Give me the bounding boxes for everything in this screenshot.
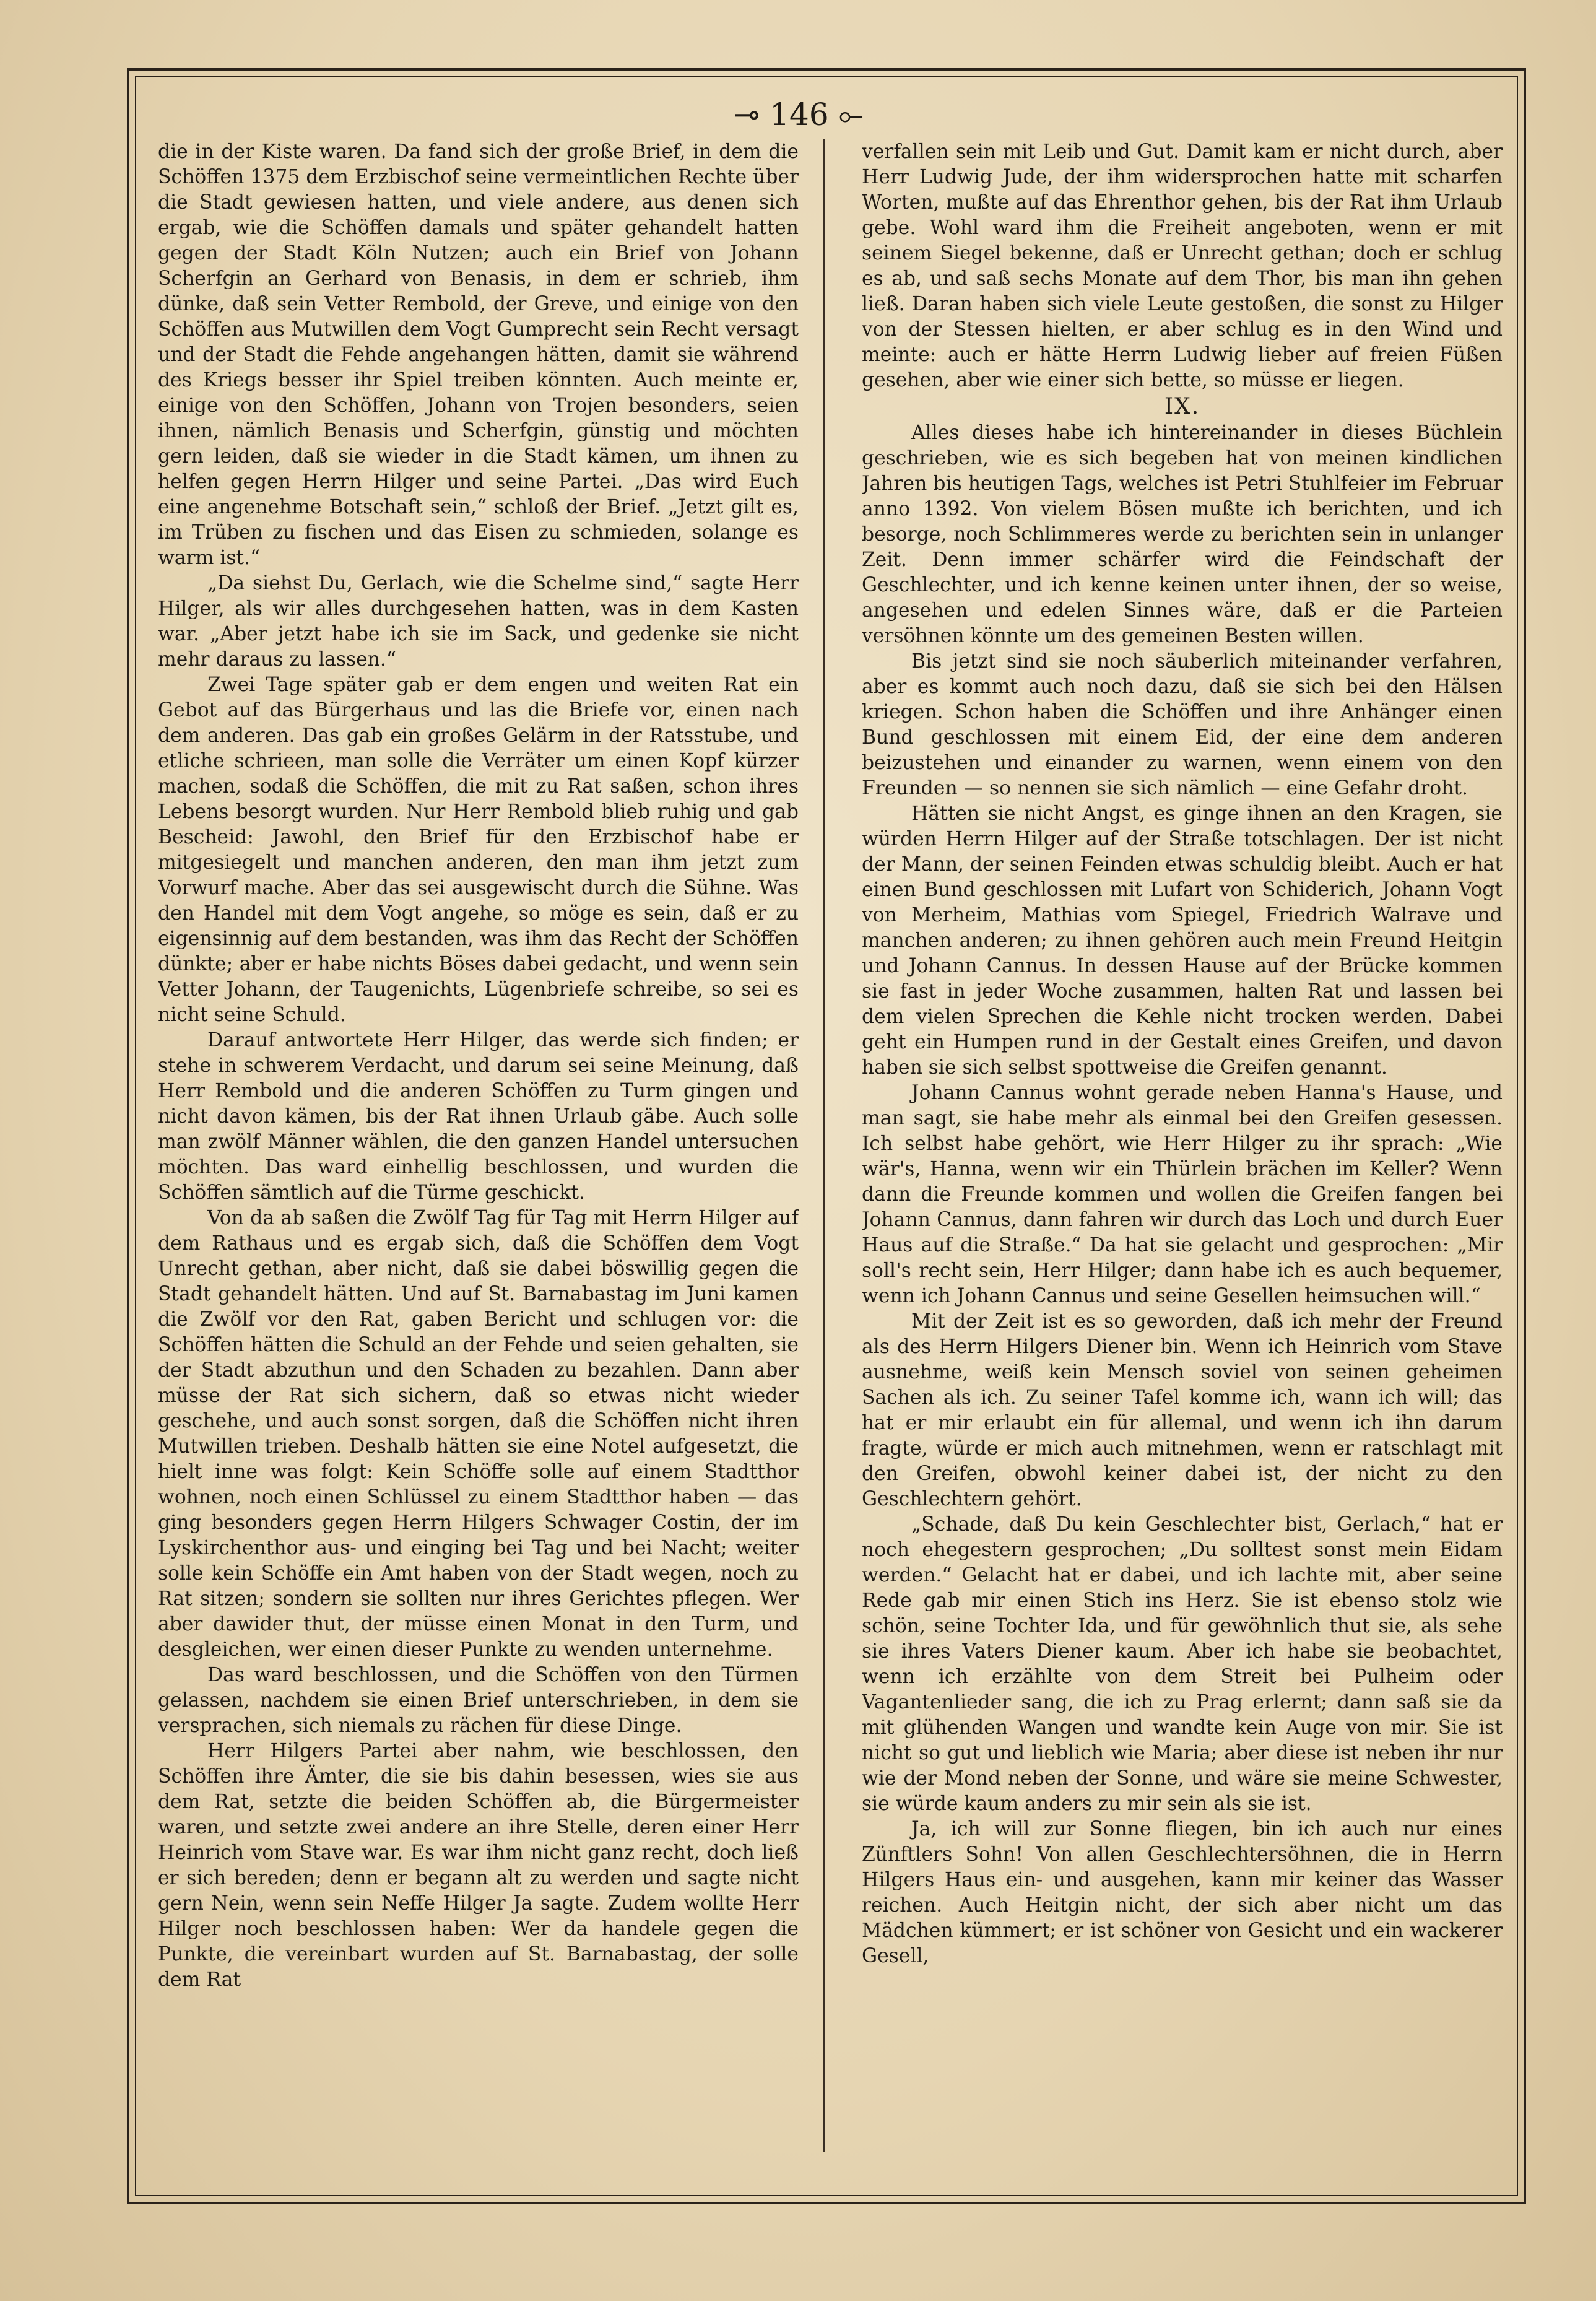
paragraph: Das ward beschlossen, und die Schöffen von den Türmen gelassen, nachdem sie einen Brief unterschrieben, in dem sie versprachen, sich niemals zu rächen für diese Dinge. bbox=[158, 1664, 799, 1737]
section-heading: IX. bbox=[1164, 394, 1200, 419]
paragraph: Herr Hilgers Partei aber nahm, wie beschlossen, den Schöffen ihre Ämter, die sie bis dahin besessen, wies sie aus dem Rat, setzte die beiden Schöffen ab, die Bürgermeister waren, und setzte zwei andere an ihre Stelle, deren einer Herr Heinrich vom Stave war. Es war ihm nicht ganz recht, doch ließ er sich bereden; denn er begann alt zu werden und sagte nicht gern Nein, wenn sein Neffe Hilger Ja sagte. Zudem wollte Herr Hilger noch beschlossen haben: Wer da handele gegen die Punkte, die vereinbart wurden auf St. Barnabastag, der solle dem Rat bbox=[158, 1740, 799, 1991]
paragraph: Von da ab saßen die Zwölf Tag für Tag mit Herrn Hilger auf dem Rathaus und es ergab sich, daß die Schöffen dem Vogt Unrecht gethan, aber nicht, daß sie dabei böswillig gegen die Stadt gehandelt hätten. Und auf St. Barnabastag im Juni kamen die Zwölf vor den Rat, gaben Bericht und schlugen vor: die Schöffen hätten die Schuld an der Fehde und seien gehalten, sie der Stadt abzuthun und den Schaden zu bezahlen. Dann aber müsse der Rat sich sichern, daß so etwas nicht wieder geschehe, und auch sonst sorgen, daß die Schöffen nicht ihren Mutwillen trieben. Deshalb hätten sie eine Notel aufgesetzt, die hielt inne was folgt: Kein Schöffe solle auf einem Stadtthor wohnen, noch einen Schlüssel zu einem Stadtthor haben — das ging besonders gegen Herrn Hilgers Schwager Costin, der im Lyskirchenthor aus- und einging bei Tag und bei Nacht; weiter solle kein Schöffe ein Amt haben von der Stadt wegen, noch zu Rat sitzen; sondern sie sollten nur ihres Gerichtes pflegen. Wer aber dawider thut, der müsse einen Monat in den Turm, und desgleichen, wer einen dieser Punkte zu wenden unternehme. bbox=[158, 1207, 799, 1661]
paragraph: Hätten sie nicht Angst, es ginge ihnen an den Kragen, sie würden Herrn Hilger auf der Straße totschlagen. Der ist nicht der Mann, der seinen Feinden etwas schuldig bleibt. Auch er hat einen Bund geschlossen mit Lufart von Schiderich, Johann Vogt von Merheim, Mathias vom Spiegel, Friedrich Walrave und manchen anderen; zu ihnen gehören auch mein Freund Heitgin und Johann Cannus. In dessen Hause auf der Brücke kommen sie fast in jeder Woche zusammen, halten Rat und lassen bei dem vielen Sprechen die Kehle nicht trocken werden. Dabei geht ein Humpen rund in der Gestalt eines Greifen, und davon haben sie sich selbst spottweise die Greifen genannt. bbox=[862, 803, 1503, 1079]
paragraph: Darauf antwortete Herr Hilger, das werde sich finden; er stehe in schwerem Verdacht, und darum sei seine Meinung, daß Herr Rembold und die anderen Schöffen zu Turm gingen und nicht davon kämen, bis der Rat ihnen Urlaub gäbe. Auch solle man zwölf Männer wählen, die den ganzen Handel untersuchen möchten. Das ward einhellig beschlossen, und wurden die Schöffen sämtlich auf die Türme geschickt. bbox=[158, 1029, 799, 1204]
left-ornament-icon: ⊸ bbox=[734, 97, 760, 133]
left-column bbox=[158, 139, 799, 2152]
paragraph: Ja, ich will zur Sonne fliegen, bin ich auch nur eines Zünftlers Sohn! Von allen Geschlechtersöhnen, die in Herrn Hilgers Haus ein- und ausgehen, kann mir keiner das Wasser reichen. Auch Heitgin nicht, der sich aber nicht um das Mädchen kümmert; er ist schöner von Gesicht und ein wackerer Gesell, bbox=[862, 1818, 1503, 1967]
paragraph: Alles dieses habe ich hintereinander in dieses Büchlein geschrieben, wie es sich begeben hat von meinen kindlichen Jahren bis heutigen Tags, welches ist Petri Stuhlfeier im Februar anno 1392. Von vielem Bösen mußte ich berichten, und ich besorge, noch Schlimmeres werde zu berichten sein in unlanger Zeit. Denn immer schärfer wird die Feindschaft der Geschlechter, und ich kenne keinen unter ihnen, der so weise, angesehen und edelen Sinnes wäre, daß er die Parteien versöhnen könnte um des gemeinen Besten willen. bbox=[862, 422, 1503, 647]
paragraph: Bis jetzt sind sie noch säuberlich miteinander verfahren, aber es kommt auch noch dazu, daß sie sich bei den Hälsen kriegen. Schon haben die Schöffen und ihre Anhänger einen Bund geschlossen mit einem Eid, der eine dem anderen beizustehen und einander zu warnen, wenn einem von den Freunden — so nennen sie sich nämlich — eine Gefahr droht. bbox=[862, 650, 1503, 799]
paragraph: Mit der Zeit ist es so geworden, daß ich mehr der Freund als des Herrn Hilgers Diener bin. Wenn ich Heinrich vom Stave ausnehme, weiß kein Mensch soviel von seinen geheimen Sachen als ich. Zu seiner Tafel komme ich, wann ich will; das hat er mir erlaubt ein für allemal, und wenn ich ihn darum fragte, würde er mich auch mitnehmen, wenn er ratschlagt mit den Greifen, obwohl keiner dabei ist, der nicht zu den Geschlechtern gehört. bbox=[862, 1310, 1503, 1510]
column-divider bbox=[823, 139, 825, 2152]
paragraph: verfallen sein mit Leib und Gut. Damit kam er nicht durch, aber Herr Ludwig Jude, der ihm widersprochen hatte mit scharfen Worten, mußte auf das Ehrenthor gehen, bis der Rat ihm Urlaub gebe. Wohl ward ihm die Freiheit angeboten, wenn er mit seinem Siegel bekenne, daß er Unrecht gethan; doch er schlug es ab, und saß sechs Monate auf dem Thor, bis man ihn gehen ließ. Daran haben sich viele Leute gestoßen, die sonst zu Hilger von der Stessen hielten, er aber schlug es in den Wind und meinte: auch er hätte Herrn Ludwig lieber auf freien Füßen gesehen, aber wie einer sich bette, so müsse er liegen. bbox=[862, 141, 1503, 391]
page-number-header bbox=[724, 93, 873, 136]
paragraph: die in der Kiste waren. Da fand sich der große Brief, in dem die Schöffen 1375 dem Erzbischof seine vermeintlichen Rechte über die Stadt gewiesen hatten, und viele andere, aus denen sich ergab, wie die Schöffen damals und später gehandelt hatten gegen der Stadt Köln Nutzen; auch ein Brief von Johann Scherfgin an Gerhard von Benasis, in dem er schrieb, ihm dünke, daß sein Vetter Rembold, der Greve, und einige von den Schöffen aus Mutwillen dem Vogt Gumprecht sein Recht versagt und der Stadt die Fehde angehangen hätten, damit sie während des Kriegs besser ihr Spiel treiben könnten. Auch meinte er, einige von den Schöffen, Johann von Trojen besonders, seien ihnen, nämlich Benasis und Scherfgin, günstig und möchten gern leiden, daß sie wieder in die Stadt kämen, um ihnen zu helfen gegen Herrn Hilger und seine Partei. „Das wird Euch eine angenehme Botschaft sein,“ schloß der Brief. „Jetzt gilt es, im Trüben zu fischen und das Eisen zu schmieden, solange es warm ist.“ bbox=[158, 141, 799, 569]
paragraph: Johann Cannus wohnt gerade neben Hanna's Hause, und man sagt, sie habe mehr als einmal bei den Greifen gesessen. Ich selbst habe gehört, wie Herr Hilger zu ihr sprach: „Wie wär's, Hanna, wenn wir ein Thürlein brächen im Keller? Wenn dann die Freunde kommen und wollen die Greifen fangen bei Johann Cannus, dann fahren wir durch das Loch und durch Euer Haus auf die Straße.“ Da hat sie gelacht und gesprochen: „Mir soll's recht sein, Herr Hilger; dann habe ich es auch bequemer, wenn ich Johann Cannus und seine Gesellen heimsuchen will.“ bbox=[862, 1082, 1503, 1307]
page-number: 146 bbox=[770, 97, 829, 133]
paragraph: „Da siehst Du, Gerlach, wie die Schelme sind,“ sagte Herr Hilger, als wir alles durchgesehen hatten, was in dem Kasten war. „Aber jetzt habe ich sie im Sack, und gedenke sie nicht mehr daraus zu lassen.“ bbox=[158, 572, 799, 671]
right-ornament-icon: ⟜ bbox=[838, 97, 864, 133]
paragraph: Zwei Tage später gab er dem engen und weiten Rat ein Gebot auf das Bürgerhaus und las die Briefe vor, einen nach dem anderen. Das gab ein großes Gelärm in der Ratsstube, und etliche schrieen, man solle die Verräter um einen Kopf kürzer machen, sodaß die Schöffen, die mit zu Rat saßen, schon ihres Lebens besorgt wurden. Nur Herr Rembold blieb ruhig und gab Bescheid: Jawohl, den Brief für den Erzbischof habe er mitgesiegelt und manchen anderen, den man ihm jetzt zum Vorwurf mache. Aber das sei ausgewischt durch die Sühne. Was den Handel mit dem Vogt angehe, so möge es sein, daß er zu eigensinnig auf dem bestanden, was ihm das Recht der Schöffen dünkte; aber er habe nichts Böses dabei gedacht, und wenn sein Vetter Johann, der Taugenichts, Lügenbriefe schreibe, so sei es nicht seine Schuld. bbox=[158, 674, 799, 1026]
paragraph: „Schade, daß Du kein Geschlechter bist, Gerlach,“ hat er noch ehegestern gesprochen; „Du solltest sonst mein Eidam werden.“ Gelacht hat er dabei, und ich lachte mit, aber seine Rede gab mir einen Stich ins Herz. Sie ist ebenso stolz wie schön, seine Tochter Ida, und für gewöhnlich thut sie, als sehe sie ihres Vaters Diener kaum. Aber ich habe sie beobachtet, wenn ich erzählte von dem Streit bei Pulheim oder Vagantenlieder sang, die ich zu Prag erlernt; dann saß sie da mit glühenden Wangen und wandte kein Auge von mir. Sie ist nicht so gut und lieblich wie Maria; aber diese ist neben ihr nur wie der Mond neben der Sonne, und wäre sie meine Schwester, sie würde kaum anders zu mir sein als sie ist. bbox=[862, 1513, 1503, 1815]
right-column bbox=[862, 139, 1503, 2152]
